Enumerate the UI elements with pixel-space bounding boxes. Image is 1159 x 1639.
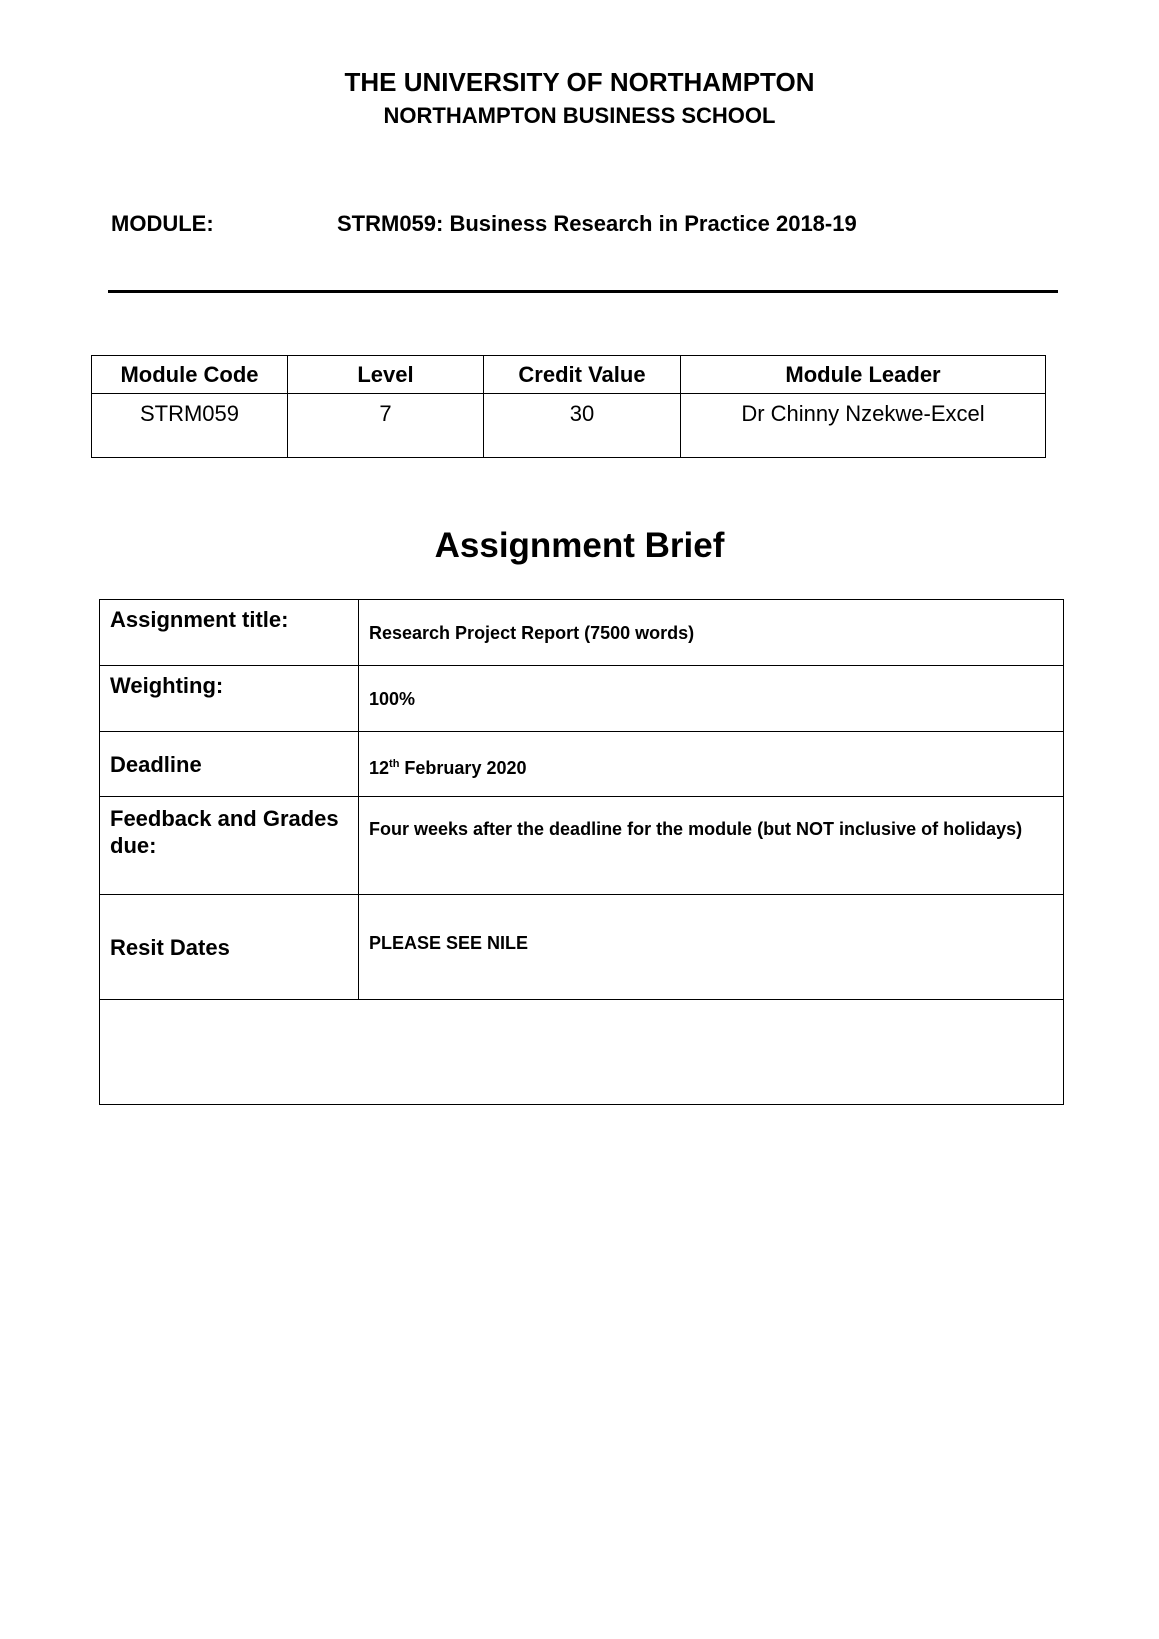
deadline-day-suffix: th [389, 758, 400, 770]
header-credit-value: Credit Value [484, 356, 681, 394]
brief-label-title: Assignment title: [100, 600, 359, 666]
value-module-leader: Dr Chinny Nzekwe-Excel [681, 394, 1046, 458]
university-title: THE UNIVERSITY OF NORTHAMPTON [344, 67, 815, 97]
brief-label-resit: Resit Dates [100, 895, 359, 1000]
brief-row-weighting [100, 666, 1064, 732]
brief-row-title [100, 600, 1064, 666]
brief-value-feedback: Four weeks after the deadline for the module (but NOT inclusive of holidays) [359, 797, 1064, 895]
module-info-header-row [92, 356, 1046, 394]
brief-value-title: Research Project Report (7500 words) [359, 600, 1064, 666]
value-credit-value: 30 [484, 394, 681, 458]
module-info-value-row [92, 394, 1046, 458]
module-label: MODULE: [111, 211, 214, 236]
module-info-table [91, 355, 1046, 458]
brief-label-weighting: Weighting: [100, 666, 359, 732]
brief-row-resit [100, 895, 1064, 1000]
header-level: Level [288, 356, 484, 394]
assignment-brief-table [99, 599, 1064, 1105]
brief-value-deadline [359, 732, 1064, 797]
value-module-code: STRM059 [92, 394, 288, 458]
brief-value-weighting: 100% [359, 666, 1064, 732]
brief-label-deadline: Deadline [100, 732, 359, 797]
brief-empty-cell [100, 1000, 1064, 1105]
assignment-brief-title: Assignment Brief [434, 526, 725, 565]
deadline-month-year: February 2020 [399, 758, 527, 778]
deadline-day: 12 [369, 758, 390, 778]
horizontal-rule [108, 290, 1058, 293]
brief-row-deadline [100, 732, 1064, 797]
brief-label-feedback: Feedback and Grades due: [100, 797, 359, 895]
header-module-code: Module Code [92, 356, 288, 394]
brief-row-feedback [100, 797, 1064, 895]
brief-value-resit: PLEASE SEE NILE [359, 895, 1064, 1000]
header-module-leader: Module Leader [681, 356, 1046, 394]
brief-row-empty [100, 1000, 1064, 1105]
value-level: 7 [288, 394, 484, 458]
school-title: NORTHAMPTON BUSINESS SCHOOL [383, 103, 776, 128]
module-value: STRM059: Business Research in Practice 2018-19 [337, 211, 857, 236]
